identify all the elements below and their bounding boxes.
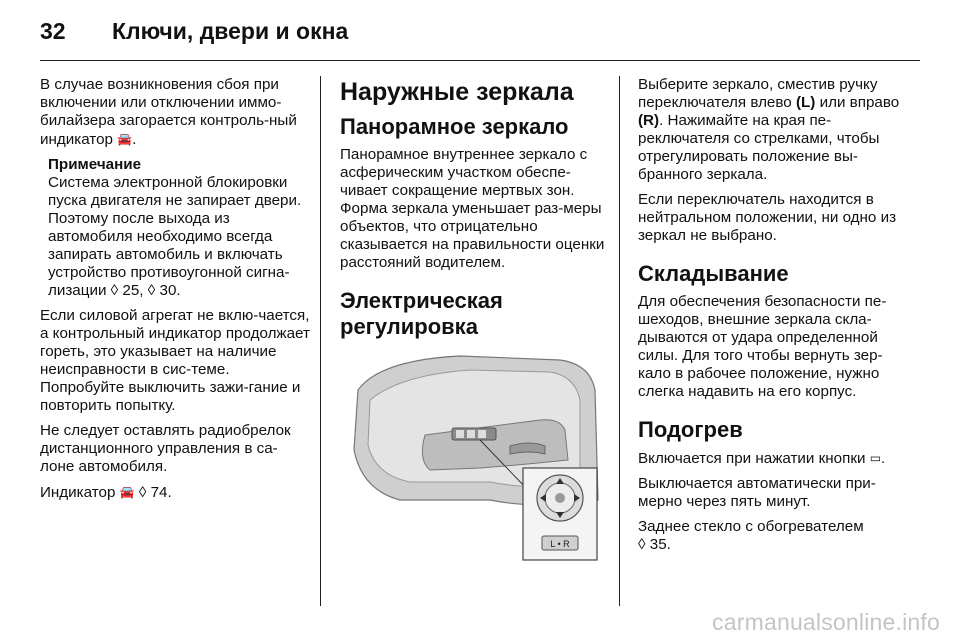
subsection-title: Электрическая регулировка (340, 288, 503, 339)
paragraph: Панорамное внутреннее зеркало с асферическим участком обеспе-чивает сокращение мертвых зон. Форма зеркала уменьшает раз-меры объектов, что отрицательно сказывается на правильности оценки расстояний водителем. (340, 146, 605, 271)
subsection-title: Складывание (638, 261, 789, 286)
paragraph (40, 76, 310, 149)
page-ref[interactable]: 35. (649, 536, 671, 553)
right-label: (R) (638, 112, 660, 129)
page-ref-icon: ◊ (110, 282, 119, 299)
paragraph-text: Заднее стекло с обогревателем (638, 518, 864, 535)
paragraph-text: или вправо (819, 94, 900, 111)
column-1 (40, 76, 310, 509)
paragraph: Выключается автоматически при-мерно через пять минут. (638, 475, 876, 510)
paragraph (40, 483, 310, 502)
section-title: Наружные зеркала (340, 78, 574, 106)
paragraph-text: . Нажимайте на края пе-реключателя со стрелками, чтобы отрегулировать положение вы-бранного зеркала. (638, 112, 880, 183)
paragraph (638, 76, 906, 184)
illustration-svg (340, 350, 602, 565)
paragraph: Если силовой агрегат не вклю-чается, а контрольный индикатор продолжает гореть, это указывает на наличие неисправности в сис-теме. Попробуйте выключить зажи-гание и повторить попытку. (40, 307, 310, 414)
paragraph-text: Индикатор (40, 484, 116, 501)
paragraph: Если переключатель находится в нейтральном положении, ни одно из зеркал не выбрано. (638, 191, 897, 244)
note-title: Примечание (48, 156, 142, 173)
page-header (40, 18, 348, 52)
subsection-title: Панорамное зеркало (340, 114, 569, 139)
paragraph (638, 518, 906, 554)
left-label: (L) (795, 94, 816, 111)
column-divider-1 (320, 76, 321, 606)
note-body: Система электронной блокировки пуска двигателя не запирает двери. Поэтому после выхода из автомобиля необходимо всегда запирать автомобиль и включать устройство противоугонной сигна-лизации (48, 174, 302, 299)
chapter-title: Ключи, двери и окна (112, 18, 349, 44)
paragraph (638, 449, 906, 468)
door-mirror-switch-illustration (340, 350, 602, 565)
watermark: carmanualsonline.info (712, 609, 940, 635)
column-2 (340, 78, 605, 565)
paragraph-text: Выберите зеркало, сместив ручку переключателя влево (638, 76, 878, 111)
paragraph: Не следует оставлять радиобрелок дистанционного управления в са-лоне автомобиля. (40, 422, 291, 475)
note-text (48, 174, 310, 300)
page-ref[interactable]: 30. (159, 282, 181, 299)
header-divider (40, 60, 920, 61)
punct: . (881, 450, 886, 467)
column-divider-2 (619, 76, 620, 606)
page-ref-icon: ◊ (138, 484, 147, 501)
note-box (48, 156, 310, 300)
subsection-title: Подогрев (638, 417, 743, 442)
mirror-heater-icon: ▭ (869, 451, 882, 465)
punct: . (132, 131, 137, 148)
paragraph: Для обеспечения безопасности пе-шеходов, внешние зеркала скла-дываются от удара определенной силы. Для того чтобы вернуть зер-кало в рабочее положение, нужно слегка надавить на его корпус. (638, 293, 887, 400)
car-lock-icon: 🚘 (117, 132, 133, 146)
page-ref-icon: ◊ (147, 282, 156, 299)
paragraph-text: Включается при нажатии кнопки (638, 450, 866, 467)
page-ref[interactable]: 25, (122, 282, 144, 299)
car-lock-icon: 🚘 (119, 485, 135, 499)
page-ref[interactable]: 74. (150, 484, 172, 501)
switch-lr-label: L • R (550, 539, 570, 549)
page-ref-icon: ◊ (638, 536, 646, 553)
paragraph-text: В случае возникновения сбоя при включении или отключении иммо-билайзера загорается контроль-ный индикатор (40, 76, 297, 148)
column-3 (638, 76, 906, 561)
page-number: 32 (40, 18, 66, 44)
